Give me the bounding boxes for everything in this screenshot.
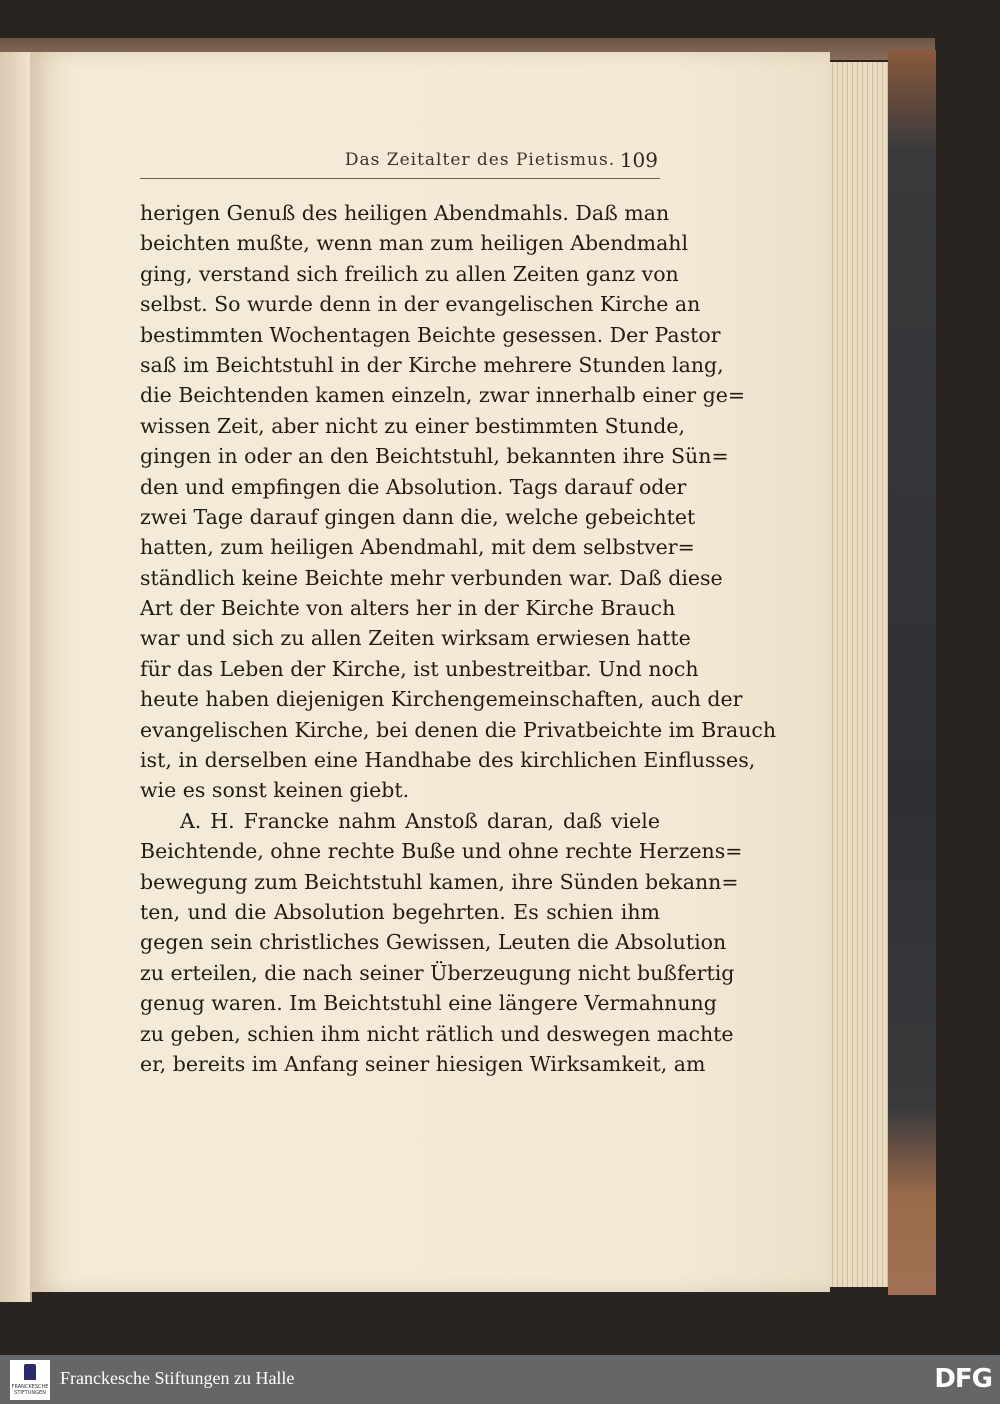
- text-line: für das Leben der Kirche, ist unbestreitbar. Und noch: [140, 656, 699, 681]
- text-line: genug waren. Im Beichtstuhl eine längere Vermahnung: [140, 991, 717, 1016]
- text-line: Art der Beichte von alters her in der Kirche Brauch: [140, 596, 676, 621]
- text-line: gegen sein christliches Gewissen, Leuten die Absolution: [140, 930, 727, 955]
- text-line: herigen Genuß des heiligen Abendmahls. Daß man: [140, 201, 670, 225]
- text-line: ständlich keine Beichte mehr verbunden war. Daß diese: [140, 565, 723, 590]
- text-line: selbst. So wurde denn in der evangelischen Kirche an: [140, 292, 701, 317]
- left-page-edge: [0, 52, 32, 1302]
- text-line: bewegung zum Beichtstuhl kamen, ihre Sünden bekann=: [140, 869, 739, 894]
- text-line: er, bereits im Anfang seiner hiesigen Wirksamkeit, am: [140, 1051, 706, 1076]
- page-header: [140, 150, 660, 179]
- text-line: bestimmten Wochentagen Beichte gesessen. Der Pastor: [140, 322, 721, 347]
- paragraph-end-line: wie es sonst keinen giebt.: [140, 778, 410, 803]
- text-line: hatten, zum heiligen Abendmahl, mit dem selbstver=: [140, 535, 695, 560]
- viewer-footer-bar: [0, 1355, 1000, 1404]
- text-line: ist, in derselben eine Handhabe des kirchlichen Einflusses,: [140, 748, 756, 773]
- running-head: Das Zeitalter des Pietismus.: [344, 150, 616, 170]
- text-line: ging, verstand sich freilich zu allen Zeiten ganz von: [140, 261, 679, 286]
- text-line: heute haben diejenigen Kirchengemeinschaften, auch der: [140, 687, 743, 712]
- text-line: ten, und die Absolution begehrten. Es schien ihm: [140, 899, 660, 924]
- text-line: zu erteilen, die nach seiner Überzeugung nicht bußfertig: [140, 960, 735, 985]
- text-line: zwei Tage darauf gingen dann die, welche gebeichtet: [140, 504, 696, 529]
- francke-emblem-icon: [24, 1364, 36, 1380]
- text-line: beichten mußte, wenn man zum heiligen Abendmahl: [140, 231, 689, 256]
- logo-text: FRANCKESCHE STIFTUNGEN: [11, 1384, 49, 1396]
- book-cover-right: [888, 50, 936, 1295]
- text-line: zu geben, schien ihm nicht rätlich und deswegen machte: [140, 1021, 734, 1046]
- page-number: 109: [619, 148, 658, 172]
- text-line: saß im Beichtstuhl in der Kirche mehrere Stunden lang,: [140, 352, 724, 377]
- page-edges: [828, 62, 888, 1287]
- text-line: die Beichtenden kamen einzeln, zwar innerhalb einer ge=: [140, 383, 746, 408]
- text-line: war und sich zu allen Zeiten wirksam erwiesen hatte: [140, 626, 691, 651]
- text-line: wissen Zeit, aber nicht zu einer bestimmten Stunde,: [140, 413, 686, 438]
- body-text: [140, 198, 777, 1079]
- institution-name: Franckesche Stiftungen zu Halle: [60, 1368, 295, 1388]
- text-line: den und empfingen die Absolution. Tags darauf oder: [140, 474, 687, 499]
- dfg-logo[interactable]: DFG: [934, 1364, 992, 1394]
- paragraph-start-line: A. H. Francke nahm Anstoß daran, daß viele: [180, 808, 660, 833]
- text-line: Beichtende, ohne rechte Buße und ohne rechte Herzens=: [140, 839, 743, 864]
- text-line: gingen in oder an den Beichtstuhl, bekannten ihre Sün=: [140, 444, 729, 469]
- francke-logo[interactable]: [10, 1360, 50, 1400]
- text-line: evangelischen Kirche, bei denen die Privatbeichte im Brauch: [140, 717, 777, 742]
